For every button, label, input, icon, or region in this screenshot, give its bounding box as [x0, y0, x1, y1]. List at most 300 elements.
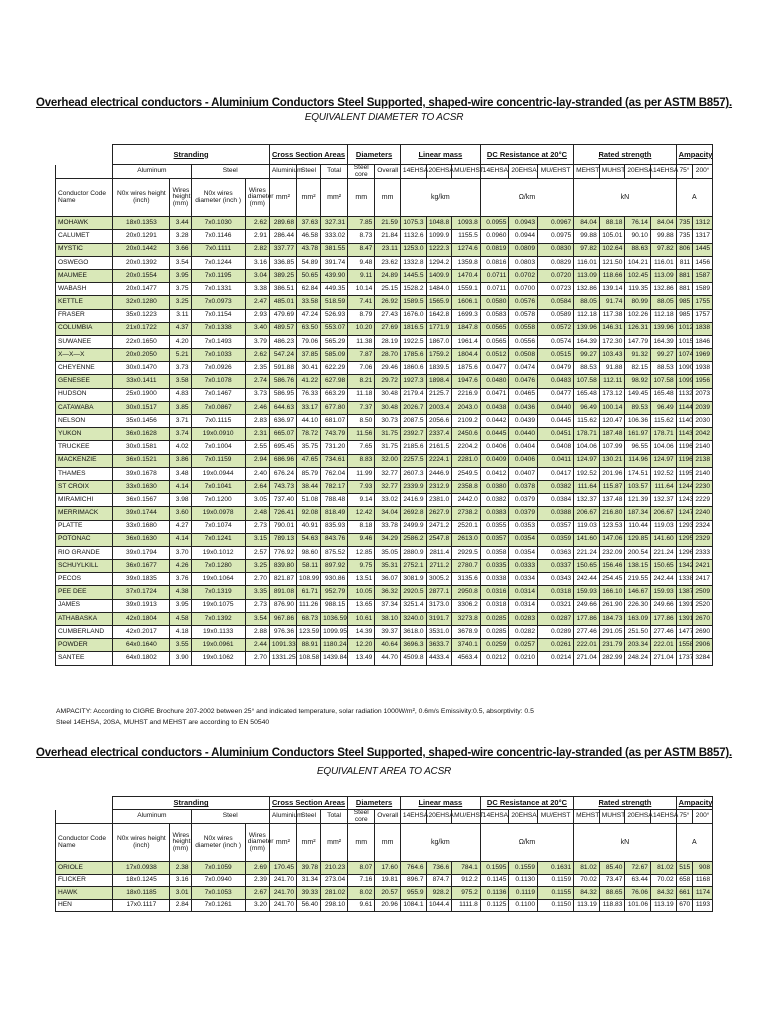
- table-row: [56, 494, 713, 507]
- table-cell: 103.57: [625, 480, 651, 493]
- table-cell: 2312.9: [426, 480, 452, 493]
- table-cell: 2339.9: [400, 480, 426, 493]
- table-cell: 102.64: [599, 243, 625, 256]
- table-cell: 686.96: [269, 454, 296, 467]
- table-cell: 39.78: [296, 862, 320, 875]
- table-cell: 31.75: [375, 441, 401, 454]
- table-cell: 222.01: [650, 639, 676, 652]
- table-cell: 286.44: [269, 230, 296, 243]
- unit-ampere: A: [676, 179, 712, 217]
- table-cell: 3.58: [170, 375, 191, 388]
- table-cell: 8.50: [348, 415, 375, 428]
- table-cell: 0.0334: [509, 573, 538, 586]
- table-cell: 99.88: [574, 230, 600, 243]
- table-cell: 0.0477: [480, 362, 509, 375]
- table-cell: 0.0212: [480, 652, 509, 665]
- table-cell: 2509: [693, 586, 713, 599]
- table-cell: 222.01: [574, 639, 600, 652]
- table-cell: 107.58: [574, 375, 600, 388]
- table-cell: 1296: [676, 546, 693, 559]
- table-cell: 1439.84: [321, 652, 348, 665]
- table-cell: 3.86: [170, 454, 191, 467]
- table-cell: 39x0.1744: [113, 507, 170, 520]
- table-cell: 0.0318: [480, 599, 509, 612]
- table-cell: 2520.1: [452, 520, 481, 533]
- table-cell: 0.0830: [538, 243, 574, 256]
- table-cell: 58.11: [296, 560, 320, 573]
- table-row: [56, 349, 713, 362]
- table-cell: 29.46: [375, 362, 401, 375]
- table-cell: 33.17: [296, 401, 320, 414]
- table-cell: 7.85: [348, 217, 375, 230]
- table-cell: 2.44: [245, 639, 269, 652]
- table-cell: 1606.1: [452, 296, 481, 309]
- table-cell: 8.83: [348, 454, 375, 467]
- table-row: [56, 862, 713, 875]
- table-cell: 0.0408: [538, 441, 574, 454]
- table-cell: 661: [676, 887, 693, 900]
- section1-subtitle: EQUIVALENT DIAMETER TO ACSR: [304, 112, 464, 123]
- table-cell: 137.48: [599, 494, 625, 507]
- wires-diameter-header: Wires diameter (mm): [245, 824, 269, 862]
- table-cell: 3.25: [170, 296, 191, 309]
- table-cell: 0.0382: [480, 494, 509, 507]
- table-cell: 89.53: [625, 401, 651, 414]
- table-cell: 3.85: [170, 401, 191, 414]
- table-cell: 85.79: [296, 467, 320, 480]
- table-cell: 39x0.1835: [113, 573, 170, 586]
- table-cell: 0.0214: [538, 652, 574, 665]
- table-cell: 1587: [693, 269, 713, 282]
- table-cell: 1317: [693, 230, 713, 243]
- table-cell: 173.12: [599, 388, 625, 401]
- table-cell: 63.44: [625, 874, 651, 887]
- table-cell: 41.22: [296, 375, 320, 388]
- steel-wires-header: N0x wires diameter (inch ): [191, 179, 245, 217]
- table-cell: 192.52: [650, 467, 676, 480]
- table-row: [56, 573, 713, 586]
- table-cell: 762.04: [321, 467, 348, 480]
- table-cell: 2.73: [245, 599, 269, 612]
- table-cell: 1359.8: [452, 256, 481, 269]
- table-cell: 2229: [693, 494, 713, 507]
- table-cell: 2381.0: [426, 494, 452, 507]
- table-cell: 172.30: [599, 335, 625, 348]
- area-total-header: Total: [321, 165, 348, 179]
- table-cell: 166.10: [599, 586, 625, 599]
- table-cell: 241.70: [269, 874, 296, 887]
- table-cell: 7x0.1319: [191, 586, 245, 599]
- table-cell: 1099.95: [321, 626, 348, 639]
- table-cell: 0.0580: [480, 296, 509, 309]
- table-cell: 104.06: [574, 441, 600, 454]
- table-cell: 790.01: [269, 520, 296, 533]
- unit-kgkm: kg/km: [400, 179, 480, 217]
- table-cell: 7x0.1030: [191, 217, 245, 230]
- table-cell: 0.1119: [509, 887, 538, 900]
- table-cell: 33.58: [296, 296, 320, 309]
- table-cell: 7x0.1154: [191, 309, 245, 322]
- conductor-code-name: KETTLE: [56, 296, 113, 309]
- table-cell: 107.58: [650, 375, 676, 388]
- table-cell: 7x0.0940: [191, 874, 245, 887]
- table-cell: 37.85: [296, 349, 320, 362]
- table-cell: 118.66: [599, 269, 625, 282]
- table-cell: 1091.33: [269, 639, 296, 652]
- unit-kn: kN: [574, 179, 677, 217]
- table-cell: 734.61: [321, 454, 348, 467]
- table-cell: 3.04: [245, 269, 269, 282]
- table-cell: 0.0702: [509, 269, 538, 282]
- table-cell: 2337.4: [426, 428, 452, 441]
- table-cell: 2920.5: [400, 586, 426, 599]
- table-cell: 248.24: [625, 652, 651, 665]
- section1-title: Overhead electrical conductors - Aluminium Conductors Steel Supported, shaped-wire concentric-lay-stranded (as per ASTM B857).: [35, 97, 733, 109]
- table-cell: 1676.0: [400, 309, 426, 322]
- table-cell: 119.35: [625, 283, 651, 296]
- table-cell: 37.63: [296, 217, 320, 230]
- table-cell: 33.78: [375, 520, 401, 533]
- table-cell: 1253.0: [400, 243, 426, 256]
- table-cell: 0.0476: [509, 375, 538, 388]
- table-cell: 79.06: [296, 335, 320, 348]
- table-cell: 132.86: [574, 283, 600, 296]
- conductor-code-name: YUKON: [56, 428, 113, 441]
- table-cell: 91.88: [599, 362, 625, 375]
- table-cell: 0.0508: [509, 349, 538, 362]
- table-cell: 2329: [693, 533, 713, 546]
- table-row: [56, 520, 713, 533]
- table-cell: 839.80: [269, 560, 296, 573]
- table-row: [56, 335, 713, 348]
- resistance-col-header: 20EHSA: [509, 810, 538, 824]
- table-cell: 1589.5: [400, 296, 426, 309]
- table-cell: 2140: [693, 441, 713, 454]
- table-cell: 88.65: [599, 887, 625, 900]
- table-cell: 976.36: [269, 626, 296, 639]
- table-cell: 1342: [676, 560, 693, 573]
- table-cell: 10.61: [348, 612, 375, 625]
- table-row: [56, 441, 713, 454]
- table-cell: 30x0.1517: [113, 401, 170, 414]
- table-cell: 161.97: [625, 428, 651, 441]
- table-cell: 1558: [676, 639, 693, 652]
- table-cell: 30.41: [296, 362, 320, 375]
- table-cell: 2358.8: [452, 480, 481, 493]
- blank-cell: [56, 810, 113, 824]
- table-cell: 336.85: [269, 256, 296, 269]
- conductor-code-name: MYSTIC: [56, 243, 113, 256]
- table-cell: 3284: [693, 652, 713, 665]
- table-cell: 42x0.1804: [113, 612, 170, 625]
- steel-subheader: Steel: [191, 165, 269, 179]
- table-row: [56, 454, 713, 467]
- conductor-code-name: GENESEE: [56, 375, 113, 388]
- conductor-code-name: PECOS: [56, 573, 113, 586]
- table-cell: 2056.6: [426, 415, 452, 428]
- table-cell: 36x0.1521: [113, 454, 170, 467]
- table-cell: 30.48: [375, 401, 401, 414]
- table-cell: 2030: [693, 415, 713, 428]
- table-cell: 1331.25: [269, 652, 296, 665]
- conductor-code-name: MERRIMACK: [56, 507, 113, 520]
- table-row: [56, 388, 713, 401]
- table-cell: 111.64: [574, 480, 600, 493]
- conductor-code-name: FRASER: [56, 309, 113, 322]
- conductor-code-name: PEE DEE: [56, 586, 113, 599]
- table-row: [56, 243, 713, 256]
- table-cell: 585.09: [321, 349, 348, 362]
- table-cell: 98.92: [625, 375, 651, 388]
- table-cell: 25x0.1900: [113, 388, 170, 401]
- table-cell: 0.0439: [509, 415, 538, 428]
- table-cell: 261.90: [599, 599, 625, 612]
- conductor-table-area: [55, 796, 713, 912]
- table-cell: 88.53: [574, 362, 600, 375]
- table-cell: 120.47: [599, 415, 625, 428]
- table-cell: 2324: [693, 520, 713, 533]
- table-cell: 1737: [676, 652, 693, 665]
- table-cell: 806: [676, 243, 693, 256]
- table-row: [56, 415, 713, 428]
- table-cell: 0.0259: [480, 639, 509, 652]
- table-cell: 12.42: [348, 507, 375, 520]
- table-cell: 988.15: [321, 599, 348, 612]
- table-cell: 928.2: [426, 887, 452, 900]
- steel-wires-header: N0x wires diameter (inch ): [191, 824, 245, 862]
- table-cell: 7.06: [348, 362, 375, 375]
- unit-kgkm: kg/km: [400, 824, 480, 862]
- table-cell: 3740.1: [452, 639, 481, 652]
- table-cell: 952.79: [321, 586, 348, 599]
- table-cell: 44.70: [375, 652, 401, 665]
- table-cell: 20x0.1442: [113, 243, 170, 256]
- diameters-header: Diameters: [348, 145, 401, 165]
- table-cell: 36x0.1630: [113, 533, 170, 546]
- table-cell: 389.25: [269, 269, 296, 282]
- table-cell: 7x0.1261: [191, 899, 245, 912]
- table-cell: 3.73: [170, 362, 191, 375]
- table-cell: 18x0.1185: [113, 887, 170, 900]
- table-cell: 0.1130: [509, 874, 538, 887]
- table-cell: 985: [676, 309, 693, 322]
- table-cell: 121.50: [599, 256, 625, 269]
- table-cell: 282.99: [599, 652, 625, 665]
- table-cell: 1875.6: [452, 362, 481, 375]
- table-cell: 159.93: [574, 586, 600, 599]
- table-cell: 80.99: [625, 296, 651, 309]
- table-cell: 0.0584: [538, 296, 574, 309]
- conductor-code-name: HUDSON: [56, 388, 113, 401]
- table-cell: 177.86: [574, 612, 600, 625]
- table-cell: 33x0.1630: [113, 480, 170, 493]
- table-cell: 0.0406: [480, 441, 509, 454]
- table-row: [56, 428, 713, 441]
- conductor-code-name: OSWEGO: [56, 256, 113, 269]
- table-cell: 73.47: [599, 874, 625, 887]
- table-cell: 221.24: [650, 546, 676, 559]
- table-cell: 36x0.1567: [113, 494, 170, 507]
- table-cell: 2230: [693, 480, 713, 493]
- table-cell: 184.73: [599, 612, 625, 625]
- table-cell: 7x0.1493: [191, 335, 245, 348]
- table-cell: 2.73: [245, 520, 269, 533]
- table-cell: 23.62: [375, 256, 401, 269]
- table-cell: 2039: [693, 401, 713, 414]
- table-cell: 19x0.1133: [191, 626, 245, 639]
- table-cell: 2471.2: [426, 520, 452, 533]
- table-cell: 1222.3: [426, 243, 452, 256]
- table-cell: 19.81: [375, 874, 401, 887]
- table-cell: 1090: [676, 362, 693, 375]
- table-cell: 776.92: [269, 546, 296, 559]
- section2-title: Overhead electrical conductors - Aluminium Conductors Steel Supported, shaped-wire concentric-lay-stranded (as per ASTM B857).: [35, 747, 733, 759]
- table-cell: 32.77: [375, 480, 401, 493]
- table-cell: 118.83: [599, 899, 625, 912]
- table-cell: 4.37: [170, 322, 191, 335]
- table-cell: 9.11: [348, 269, 375, 282]
- table-cell: 1470.4: [452, 269, 481, 282]
- table-cell: 0.0451: [538, 428, 574, 441]
- table-cell: 24.89: [375, 269, 401, 282]
- table-cell: 7x0.1041: [191, 480, 245, 493]
- table-cell: 676.24: [269, 467, 296, 480]
- mass-col-header: 20EHSA: [426, 810, 452, 824]
- table-cell: 1338: [676, 573, 693, 586]
- table-cell: 0.1145: [480, 874, 509, 887]
- conductor-code-name: WABASH: [56, 283, 113, 296]
- table-row: [56, 560, 713, 573]
- table-cell: 7x0.0867: [191, 401, 245, 414]
- table-cell: 2224.1: [426, 454, 452, 467]
- table-row: [56, 899, 713, 912]
- table-row: [56, 652, 713, 665]
- table-cell: 241.70: [269, 899, 296, 912]
- table-cell: 0.0337: [538, 560, 574, 573]
- table-cell: 22x0.1650: [113, 335, 170, 348]
- table-cell: 2.67: [245, 887, 269, 900]
- table-cell: 0.0445: [480, 428, 509, 441]
- strength-col-header: MUHST: [599, 810, 625, 824]
- table-cell: 19x0.1075: [191, 599, 245, 612]
- table-cell: 36.07: [375, 573, 401, 586]
- table-cell: 119.03: [574, 520, 600, 533]
- table-cell: 0.0380: [480, 480, 509, 493]
- linear-mass-header: Linear mass: [400, 797, 480, 810]
- table-cell: 2442.0: [452, 494, 481, 507]
- table-cell: 2880.9: [400, 546, 426, 559]
- table-cell: 4.14: [170, 480, 191, 493]
- table-cell: 908: [693, 862, 713, 875]
- table-cell: 0.0565: [480, 322, 509, 335]
- table-cell: 115.87: [599, 480, 625, 493]
- table-cell: 4.27: [170, 520, 191, 533]
- table-cell: 33.02: [375, 494, 401, 507]
- strength-col-header: MEHST: [574, 810, 600, 824]
- table-cell: 64x0.1640: [113, 639, 170, 652]
- table-cell: 12.85: [348, 546, 375, 559]
- table-cell: 28.19: [375, 335, 401, 348]
- table-cell: 586.95: [269, 388, 296, 401]
- table-cell: 1757: [693, 309, 713, 322]
- table-cell: 0.0819: [480, 243, 509, 256]
- table-cell: 0.0442: [480, 415, 509, 428]
- table-cell: 9.61: [348, 899, 375, 912]
- table-cell: 35x0.1223: [113, 309, 170, 322]
- table-cell: 2.48: [245, 507, 269, 520]
- table-cell: 113.19: [650, 899, 676, 912]
- table-cell: 84.32: [650, 887, 676, 900]
- table-cell: 1074: [676, 349, 693, 362]
- table-cell: 0.0440: [509, 428, 538, 441]
- table-cell: 0.0572: [538, 322, 574, 335]
- table-cell: 187.48: [599, 428, 625, 441]
- table-row: [56, 467, 713, 480]
- table-cell: 177.86: [650, 612, 676, 625]
- table-cell: 1927.3: [400, 375, 426, 388]
- conductor-code-name: CATAWABA: [56, 401, 113, 414]
- mass-col-header: 14EHSA: [400, 810, 426, 824]
- table-cell: 1036.59: [321, 612, 348, 625]
- mass-col-header: MU/EHST: [452, 165, 481, 179]
- conductor-code-name: RIO GRANDE: [56, 546, 113, 559]
- table-cell: 9.48: [348, 256, 375, 269]
- conductor-code-name: ST CROIX: [56, 480, 113, 493]
- table-cell: 0.0944: [509, 230, 538, 243]
- conductor-code-name: MIRAMICHI: [56, 494, 113, 507]
- table-cell: 737.40: [269, 494, 296, 507]
- table-cell: 1898.4: [426, 375, 452, 388]
- table-cell: 249.66: [574, 599, 600, 612]
- table-cell: 1196: [676, 454, 693, 467]
- table-cell: 11.38: [348, 335, 375, 348]
- table-cell: 139.14: [599, 283, 625, 296]
- table-cell: 150.65: [574, 560, 600, 573]
- table-cell: 19x0.0944: [191, 467, 245, 480]
- table-cell: 3.05: [245, 494, 269, 507]
- table-cell: 2670: [693, 612, 713, 625]
- table-cell: 333.02: [321, 230, 348, 243]
- table-cell: 99.27: [650, 349, 676, 362]
- table-cell: 40.64: [375, 639, 401, 652]
- table-cell: 821.87: [269, 573, 296, 586]
- table-cell: 0.0558: [509, 322, 538, 335]
- table-cell: 88.63: [625, 243, 651, 256]
- table-cell: 10.20: [348, 322, 375, 335]
- table-cell: 0.0436: [509, 401, 538, 414]
- strength-col-header: 14EHSA: [650, 810, 676, 824]
- conductor-code-name-header: Conductor Code Name: [56, 824, 113, 862]
- table-cell: 251.50: [625, 626, 651, 639]
- table-cell: 30x0.1581: [113, 441, 170, 454]
- resistance-col-header: MU/EHST: [538, 810, 574, 824]
- table-cell: 0.1100: [509, 899, 538, 912]
- table-cell: 206.67: [650, 507, 676, 520]
- table-cell: 28.70: [375, 349, 401, 362]
- table-cell: 2.64: [245, 480, 269, 493]
- table-cell: 2.94: [245, 454, 269, 467]
- table-cell: 0.0479: [538, 362, 574, 375]
- table-cell: 113.19: [574, 899, 600, 912]
- table-cell: 68.73: [296, 612, 320, 625]
- table-cell: 36x0.1628: [113, 428, 170, 441]
- table-cell: 116.01: [574, 256, 600, 269]
- table-cell: 277.46: [574, 626, 600, 639]
- table-cell: 21x0.1722: [113, 322, 170, 335]
- table-cell: 681.07: [321, 415, 348, 428]
- table-cell: 174.51: [625, 467, 651, 480]
- table-cell: 1155.5: [452, 230, 481, 243]
